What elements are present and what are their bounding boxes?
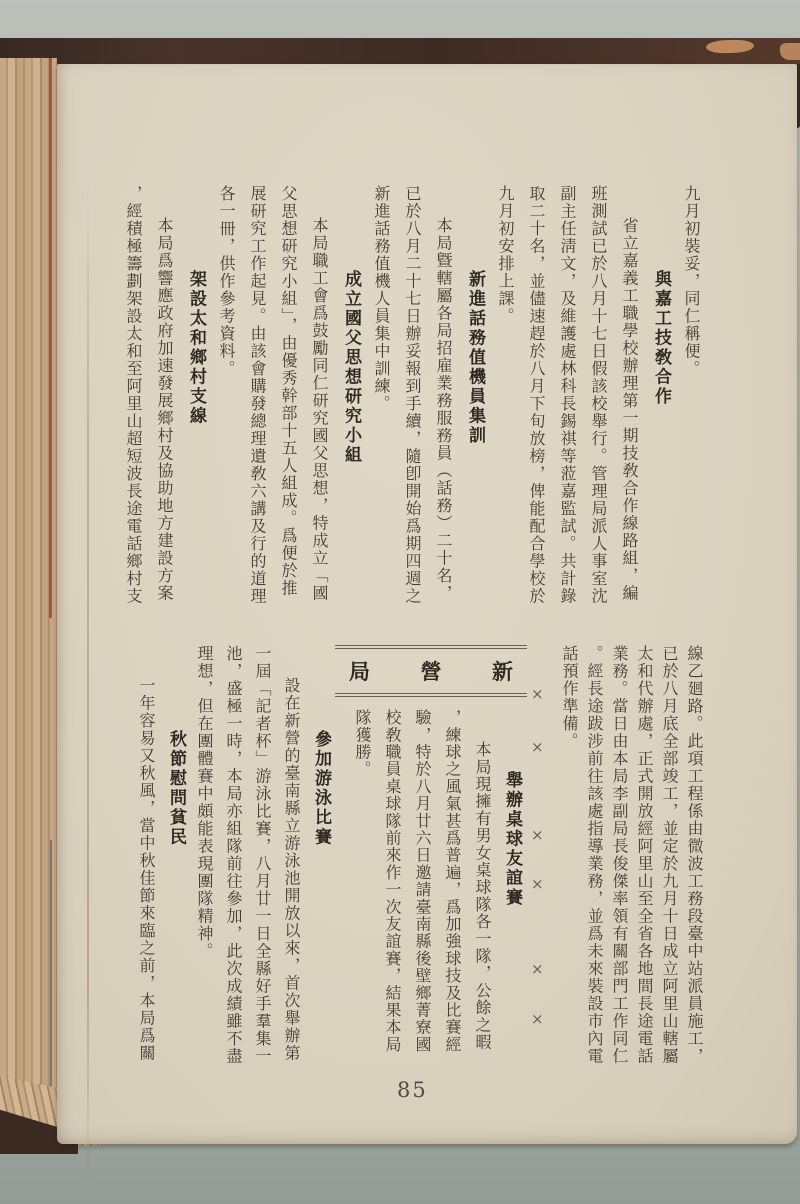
article — [132, 645, 190, 1069]
cross-divider-column — [527, 645, 553, 1069]
bottom-right-continuation — [553, 645, 707, 1069]
article-heading: 成立國父思想研究小組 — [341, 270, 361, 465]
article-paragraph: 省立嘉義工職學校辦理第一期技敎合作線路組，編班測試已於八月十七日假該校舉行。管理局派人事室沈副主任淸文，及維護處林科長錫祺等蒞嘉監試。共計錄取二十名，並儘速趕於八月下旬放榜，俾能配合學校於九月初安排上課。 — [496, 185, 639, 605]
article — [347, 709, 527, 1061]
article — [490, 185, 676, 609]
article — [366, 185, 490, 609]
section-articles — [335, 709, 527, 1061]
bottom-left-articles — [95, 645, 335, 1069]
article-heading: 參加游泳比賽 — [311, 730, 331, 847]
xinying-bureau-section — [335, 645, 527, 1069]
article-paragraph: 設在新營的臺南縣立游泳池開放以來，首次舉辦第一屆「記者杯」游泳比賽，八月廿一日全縣好手羣集一池，盛極一時，本局亦組隊前往參加，此次成績雖不盡理想，但在團體賽中頗能表現團隊精神。 — [195, 645, 301, 1065]
article-paragraph: 本局職工會爲鼓勵同仁研究國父思想，特成立「國父思想研究小組」，由優秀幹部十五人組成。爲便於推展研究工作起見。由該會購發總理遺敎六講及行的道理各一冊，供作參考資料。 — [217, 185, 329, 605]
article-heading: 舉辦桌球友誼賽 — [502, 771, 522, 908]
article — [676, 185, 707, 609]
article-paragraph: 本局現擁有男女桌球隊各一隊，公餘之暇，練球之風氣甚爲普遍，爲加強球技及比賽經驗，特於八月廿六日邀請臺南縣後壁鄉菁寮國校敎職員桌球隊前來作一次友誼賽，結果本局隊獲勝。 — [353, 709, 492, 1053]
page-stack-red-line — [49, 58, 52, 618]
article-heading: 架設太和鄉村支線 — [186, 270, 206, 426]
article-paragraph: 本局爲響應政府加速發展鄉村及協助地方建設方案，經積極籌劃架設太和至阿里山超短波長途電話鄉村支 — [124, 185, 174, 605]
article-heading: 與嘉工技敎合作 — [651, 270, 671, 407]
section-header-char: 營 — [420, 659, 442, 684]
cover-worn-corner — [780, 43, 800, 60]
section-header-char: 新 — [492, 659, 513, 684]
section-header-char: 局 — [349, 659, 370, 684]
bottom-text-band — [95, 645, 707, 1069]
page-number: 85 — [397, 1078, 428, 1102]
cross-mark: × — [531, 1010, 544, 1028]
article-heading: 秋節慰問貧民 — [166, 730, 186, 847]
article — [190, 645, 335, 1069]
article-paragraph: 線乙廻路。此項工程係由微波工務段臺中站派員施工，已於八月底全部竣工，並定於九月十日成立阿里山轄屬太和代辦處，正式開放經阿里山至全省各地間長途電話業務。當日由本局李副局長俊傑率領有關部門工作同仁。經長途跋涉前往該處指導業務，並爲未來裝設市內電話預作準備。 — [560, 645, 704, 1065]
page-crease-line — [87, 174, 89, 1184]
top-text-band — [95, 185, 707, 609]
article — [211, 185, 366, 609]
cross-mark: × — [531, 826, 544, 844]
article — [118, 185, 211, 609]
article-paragraph: 九月初裝妥，同仁稱便。 — [682, 185, 701, 378]
book-page — [57, 64, 797, 1144]
cross-mark: × — [531, 685, 544, 703]
article-paragraph: 本局曁轄屬各局招雇業務服務員（話務）二十名，已於八月二十七日辦妥報到手續，隨卽開始爲期四週之新進話務值機人員集中訓練。 — [372, 185, 453, 605]
book-cover-top-edge — [0, 38, 800, 66]
cross-mark: × — [531, 875, 544, 893]
cross-mark: × — [531, 738, 544, 756]
cross-mark: × — [531, 960, 544, 978]
article-heading: 新進話務值機員集訓 — [465, 270, 485, 446]
article — [557, 645, 707, 1069]
section-header-xinying-bureau — [335, 645, 527, 697]
article-paragraph: 一年容易又秋風，當中秋佳節來臨之前，本局爲關 — [137, 677, 156, 1062]
